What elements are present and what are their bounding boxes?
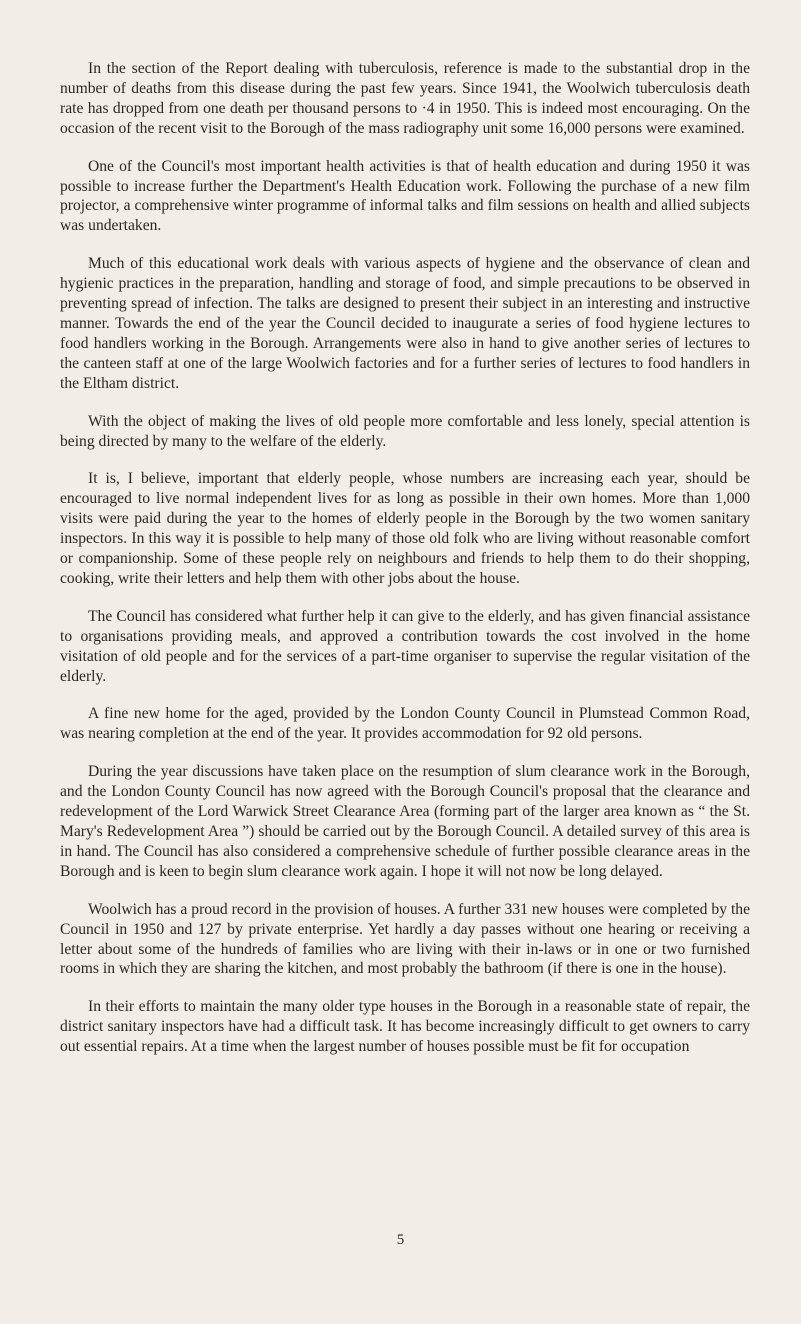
document-body xyxy=(60,59,750,1075)
paragraph-home-for-aged: A fine new home for the aged, provided by the London County Council in Plumstead Common Road, was nearing completion at the end of the year. It provides accommodation for 92 old persons. xyxy=(60,705,750,743)
paragraph-health-education: One of the Council's most important health activities is that of health education and during 1950 it was possible to increase further the Department's Health Education work. Following the purchase of a new film projector, a comprehensive winter programme of informal talks and film sessions on health and allied subjects was undertaken. xyxy=(60,157,750,235)
paragraph-food-hygiene: Much of this educational work deals with various aspects of hygiene and the observance of clean and hygienic practices in the preparation, handling and storage of food, and simple precautions to be observed in preventing spread of infection. The talks are designed to present their subject in an interesting and instructive manner. Towards the end of the year the Council decided to inaugurate a series of food hygiene lectures to food handlers working in the Borough. Arrangements were also in hand to give another series of lectures to the canteen staff at one of the large Woolwich factories and for a further series of lectures to food handlers in the Eltham district. xyxy=(60,255,750,392)
page-number: 5 xyxy=(396,1232,405,1248)
paragraph-old-people: With the object of making the lives of old people more comfortable and less lonely, special attention is being directed by many to the welfare of the elderly. xyxy=(60,412,750,450)
paragraph-council-help: The Council has considered what further help it can give to the elderly, and has given financial assistance to organisations providing meals, and approved a contribution towards the cost involved in the home visitation of old people and for the services of a part-time organiser to supervise the regular visitation of the elderly. xyxy=(60,607,750,685)
paragraph-slum-clearance: During the year discussions have taken place on the resumption of slum clearance work in the Borough, and the London County Council has now agreed with the Borough Council's proposal that the clearance and redevelopment of the Lord Warwick Street Clearance Area (forming part of the larger area known as “ the St. Mary's Redevelopment Area ”) should be carried out by the Borough Council. A detailed survey of this area is in hand. The Council has also considered a comprehensive schedule of further possible clearance areas in the Borough and is keen to begin slum clearance work again. I hope it will not now be long delayed. xyxy=(60,763,750,880)
paragraph-housing-record: Woolwich has a proud record in the provision of houses. A further 331 new houses were completed by the Council in 1950 and 127 by private enterprise. Yet hardly a day passes without one hearing or receiving a letter about some of the hundreds of families who are living with their in-laws or in one or two furnished rooms in which they are sharing the kitchen, and most probably the bathroom (if there is one in the house). xyxy=(60,900,750,978)
paragraph-tuberculosis: In the section of the Report dealing with tuberculosis, reference is made to the substantial drop in the number of deaths from this disease during the past few years. Since 1941, the Woolwich tuberculosis death rate has dropped from one death per thousand persons to ·4 in 1950. This is indeed most encouraging. On the occasion of the recent visit to the Borough of the mass radiography unit some 16,000 persons were examined. xyxy=(60,60,750,137)
paragraph-house-repairs: In their efforts to maintain the many older type houses in the Borough in a reasonable state of repair, the district sanitary inspectors have had a difficult task. It has become increasingly difficult to get owners to carry out essential repairs. At a time when the largest number of houses possible must be fit for occupation xyxy=(60,998,750,1056)
paragraph-elderly-homes: It is, I believe, important that elderly people, whose numbers are increasing each year, should be encouraged to live normal independent lives for as long as possible in their own homes. More than 1,000 visits were paid during the year to the homes of elderly people in the Borough by the two women sanitary inspectors. In this way it is possible to help many of those old folk who are living without reasonable comfort or companionship. Some of these people rely on neighbours and friends to help them to do their shopping, cooking, write their letters and help them with other jobs about the house. xyxy=(60,470,750,587)
